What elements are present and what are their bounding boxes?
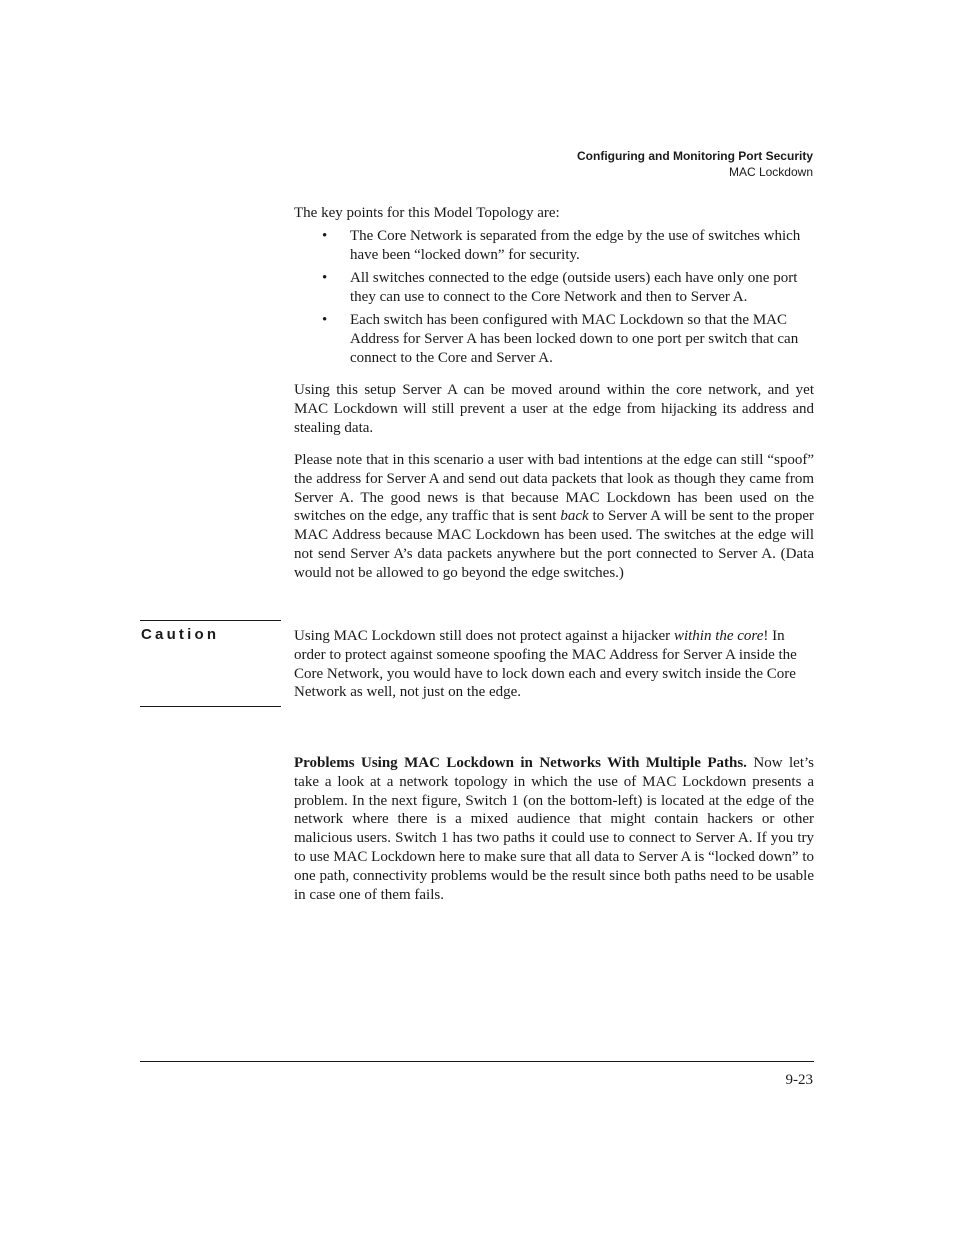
bullet-glyph: •: [322, 228, 328, 244]
bullet-glyph: •: [322, 312, 328, 329]
caution-label: Caution: [141, 626, 220, 643]
paragraph-setup: Using this setup Server A can be moved around within the core network, and yet MAC Lockdown will still prevent a user at the edge from hijacking its address and stealing data.: [294, 382, 814, 436]
list-item-text: All switches connected to the edge (outside users) each have only one port they can use to connect to the Core Network and then to Server A.: [350, 270, 798, 305]
paragraph-text: Now let’s take a look at a network topology in which the use of MAC Lockdown presents a problem. In the next figure, Switch 1 (on the bottom-left) is located at the edge of the network where there is a mixed audience that might contain hackers or other malicious users. Switch 1 has two paths it could use to connect to Server A. If you try to use MAC Lockdown here to make sure that all data to Server A is “locked down” to one path, connectivity problems would be the result since both paths need to be usable in case one of them fails.: [294, 755, 814, 903]
run-in-heading: Problems Using MAC Lockdown in Networks With Multiple Paths.: [294, 755, 747, 771]
key-points-list: [294, 227, 814, 372]
paragraph-text: to Server A will be sent to the proper MAC Address because MAC Lockdown has been used. The switches at the edge will not send Server A’s data packets anywhere but the port connected to Server A. (Data would not be allowed to go beyond the edge switches.): [294, 508, 814, 581]
caution-text: [294, 627, 814, 702]
footer-rule: [140, 1061, 814, 1062]
running-header-title: Configuring and Monitoring Port Security: [577, 149, 813, 163]
paragraph-text: Please note that in this scenario a user with bad intentions at the edge can still “spoof” the address for Server A and send out data packets that look as though they came from Server A. The good news is that because MAC Lockdown has been used on the switches on the edge, any traffic that is sent: [294, 452, 814, 525]
caution-text-start: Using MAC Lockdown still does not protect against a hijacker: [294, 628, 674, 644]
list-item: [294, 227, 814, 265]
intro-paragraph: The key points for this Model Topology are:: [294, 205, 560, 221]
caution-text-end: ! In order to protect against someone spoofing the MAC Address for Server A inside the Core Network, you would have to lock down each and every switch inside the Core Network as well, not just on the edge.: [294, 628, 797, 701]
list-item: [294, 269, 814, 307]
bullet-glyph: •: [322, 270, 328, 287]
list-item-text: Each switch has been configured with MAC Lockdown so that the MAC Address for Server A has been locked down to one port per switch that can connect to the Core and Server A.: [350, 312, 799, 366]
page-number: 9-23: [785, 1072, 813, 1088]
caution-emphasis: within the core: [673, 628, 764, 644]
paragraph-spoof-note: [294, 451, 814, 583]
list-item: [294, 311, 814, 367]
paragraph-multiple-paths: [294, 754, 814, 904]
caution-top-rule: [140, 620, 281, 621]
emphasis-text: back: [560, 508, 589, 525]
list-item-text: The Core Network is separated from the edge by the use of switches which have been “locked down” for security.: [350, 228, 801, 263]
caution-bottom-rule: [140, 706, 281, 707]
running-header-subtitle: MAC Lockdown: [728, 165, 813, 179]
